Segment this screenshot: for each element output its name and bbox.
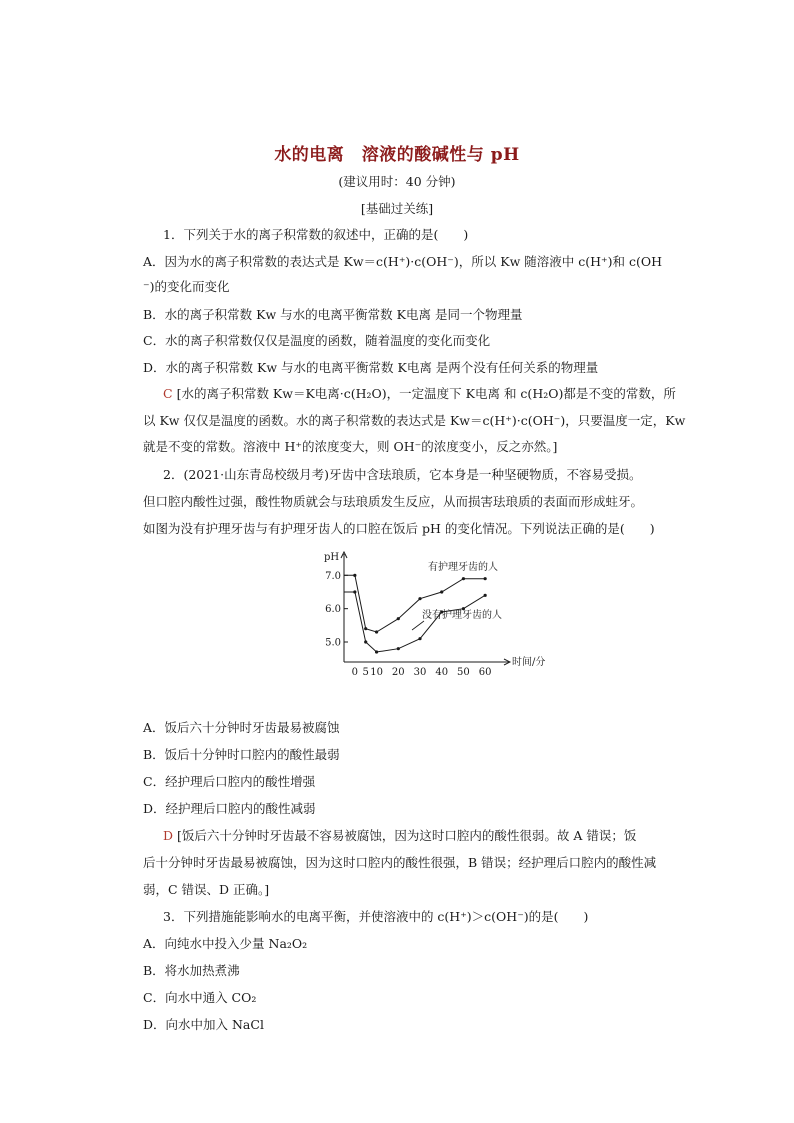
chart-labels-group: [324, 552, 545, 678]
q1-explanation-3: 就是不变的常数。溶液中 H⁺的浓度变大，则 OH⁻的浓度变小，反之亦然。]: [143, 439, 558, 454]
series-point: [418, 637, 421, 640]
q1-option-a-cont: ⁻)的变化而变化: [143, 279, 230, 294]
x-axis-label: 时间/分: [512, 657, 546, 668]
q1-answer-letter: C: [163, 386, 173, 401]
y-tick-label: 7.0: [325, 570, 341, 582]
q3-option-d: D．向水中加入 NaCl: [143, 1017, 264, 1032]
series-point: [484, 577, 487, 580]
x-tick-label: 0: [351, 667, 359, 678]
series-point: [462, 577, 465, 580]
series-point: [364, 627, 367, 630]
q3-option-c: C．向水中通入 CO₂: [143, 990, 257, 1005]
series-point: [418, 597, 421, 600]
q2-stem-3: 如图为没有护理牙齿与有护理牙齿人的口腔在饭后 pH 的变化情况。下列说法正确的是( ): [143, 521, 655, 536]
q2-option-a: A．饭后六十分钟时牙齿最易被腐蚀: [143, 720, 340, 735]
y-tick-label: 5.0: [325, 637, 341, 649]
series-point: [397, 647, 400, 650]
q2-option-d: D．经护理后口腔内的酸性减弱: [143, 801, 316, 816]
series-point: [375, 650, 378, 653]
ph-chart-svg: [300, 548, 546, 688]
q1-explanation-1: [水的离子积常数 Kw＝K电离·c(H₂O)，一定温度下 K电离 和 c(H₂O)都是不变的常数，所: [176, 386, 676, 401]
x-tick-label: 20: [391, 667, 405, 678]
ph-chart: [300, 548, 546, 688]
q1-option-c: C．水的离子积常数仅仅是温度的函数，随着温度的变化而变化: [143, 333, 491, 348]
q2-stem-1: 2．(2021·山东青岛校级月考)牙齿中含珐琅质，它本身是一种坚硬物质，不容易受损。: [163, 467, 642, 482]
series-leader-line: [412, 621, 424, 630]
q2-explanation-1: [饭后六十分钟时牙齿最不容易被腐蚀，因为这时口腔内的酸性很弱。故 A 错误；饭: [177, 828, 637, 843]
series-line: [344, 575, 485, 632]
q2-explanation-3: 弱，C 错误、D 正确。]: [143, 882, 270, 897]
series-point: [364, 640, 367, 643]
q2-option-b: B．饭后十分钟时口腔内的酸性最弱: [143, 747, 340, 762]
series-label-cared: 有护理牙齿的人: [428, 562, 498, 573]
q2-option-c: C．经护理后口腔内的酸性增强: [143, 774, 316, 789]
q2-answer-letter: D: [163, 828, 174, 843]
series-point: [397, 617, 400, 620]
q3-stem: 3．下列措施能影响水的电离平衡，并使溶液中的 c(H⁺)＞c(OH⁻)的是( ): [163, 909, 589, 924]
section-heading: [基础过关练]: [360, 201, 434, 216]
x-tick-label: 30: [413, 667, 427, 678]
q3-option-a: A．向纯水中投入少量 Na₂O₂: [143, 936, 308, 951]
q1-option-b: B．水的离子积常数 Kw 与水的电离平衡常数 K电离 是同一个物理量: [143, 307, 523, 322]
series-point: [375, 630, 378, 633]
suggested-time: (建议用时：40 分钟): [338, 174, 456, 189]
x-tick-label: 10: [370, 667, 383, 678]
series-label-uncared: 没有护理牙齿的人: [422, 610, 502, 621]
q2-stem-2: 但口腔内酸性过强，酸性物质就会与珐琅质发生反应，从而损害珐琅质的表面而形成蛀牙。: [143, 494, 644, 509]
q1-option-a: A．因为水的离子积常数的表达式是 Kw＝c(H⁺)·c(OH⁻)，所以 Kw 随溶液中 c(H⁺)和 c(OH: [143, 254, 662, 269]
y-tick-label: 6.0: [325, 604, 341, 616]
q1-option-d: D．水的离子积常数 Kw 与水的电离平衡常数 K电离 是两个没有任何关系的物理量: [143, 360, 599, 375]
series-point: [484, 594, 487, 597]
page-title: 水的电离 溶液的酸碱性与 pH: [274, 145, 520, 165]
series-point: [440, 590, 443, 593]
x-tick-label: 5: [362, 667, 369, 678]
x-tick-label: 40: [435, 667, 449, 678]
q3-option-b: B．将水加热煮沸: [143, 963, 240, 978]
series-point: [353, 574, 356, 577]
q2-explanation-2: 后十分钟时牙齿最易被腐蚀，因为这时口腔内的酸性很强，B 错误；经护理后口腔内的酸性减: [143, 855, 657, 870]
q1-stem: 1．下列关于水的离子积常数的叙述中，正确的是( ): [163, 227, 469, 242]
q2-answer: [163, 827, 703, 845]
q1-answer: [163, 385, 703, 403]
q1-explanation-2: 以 Kw 仅仅是温度的函数。水的离子积常数的表达式是 Kw＝c(H⁺)·c(OH⁻)，只要温度一定，Kw: [143, 413, 686, 428]
x-tick-label: 50: [457, 667, 470, 678]
x-tick-label: 60: [478, 667, 492, 678]
y-axis-label: pH: [324, 552, 340, 563]
series-point: [353, 590, 356, 593]
